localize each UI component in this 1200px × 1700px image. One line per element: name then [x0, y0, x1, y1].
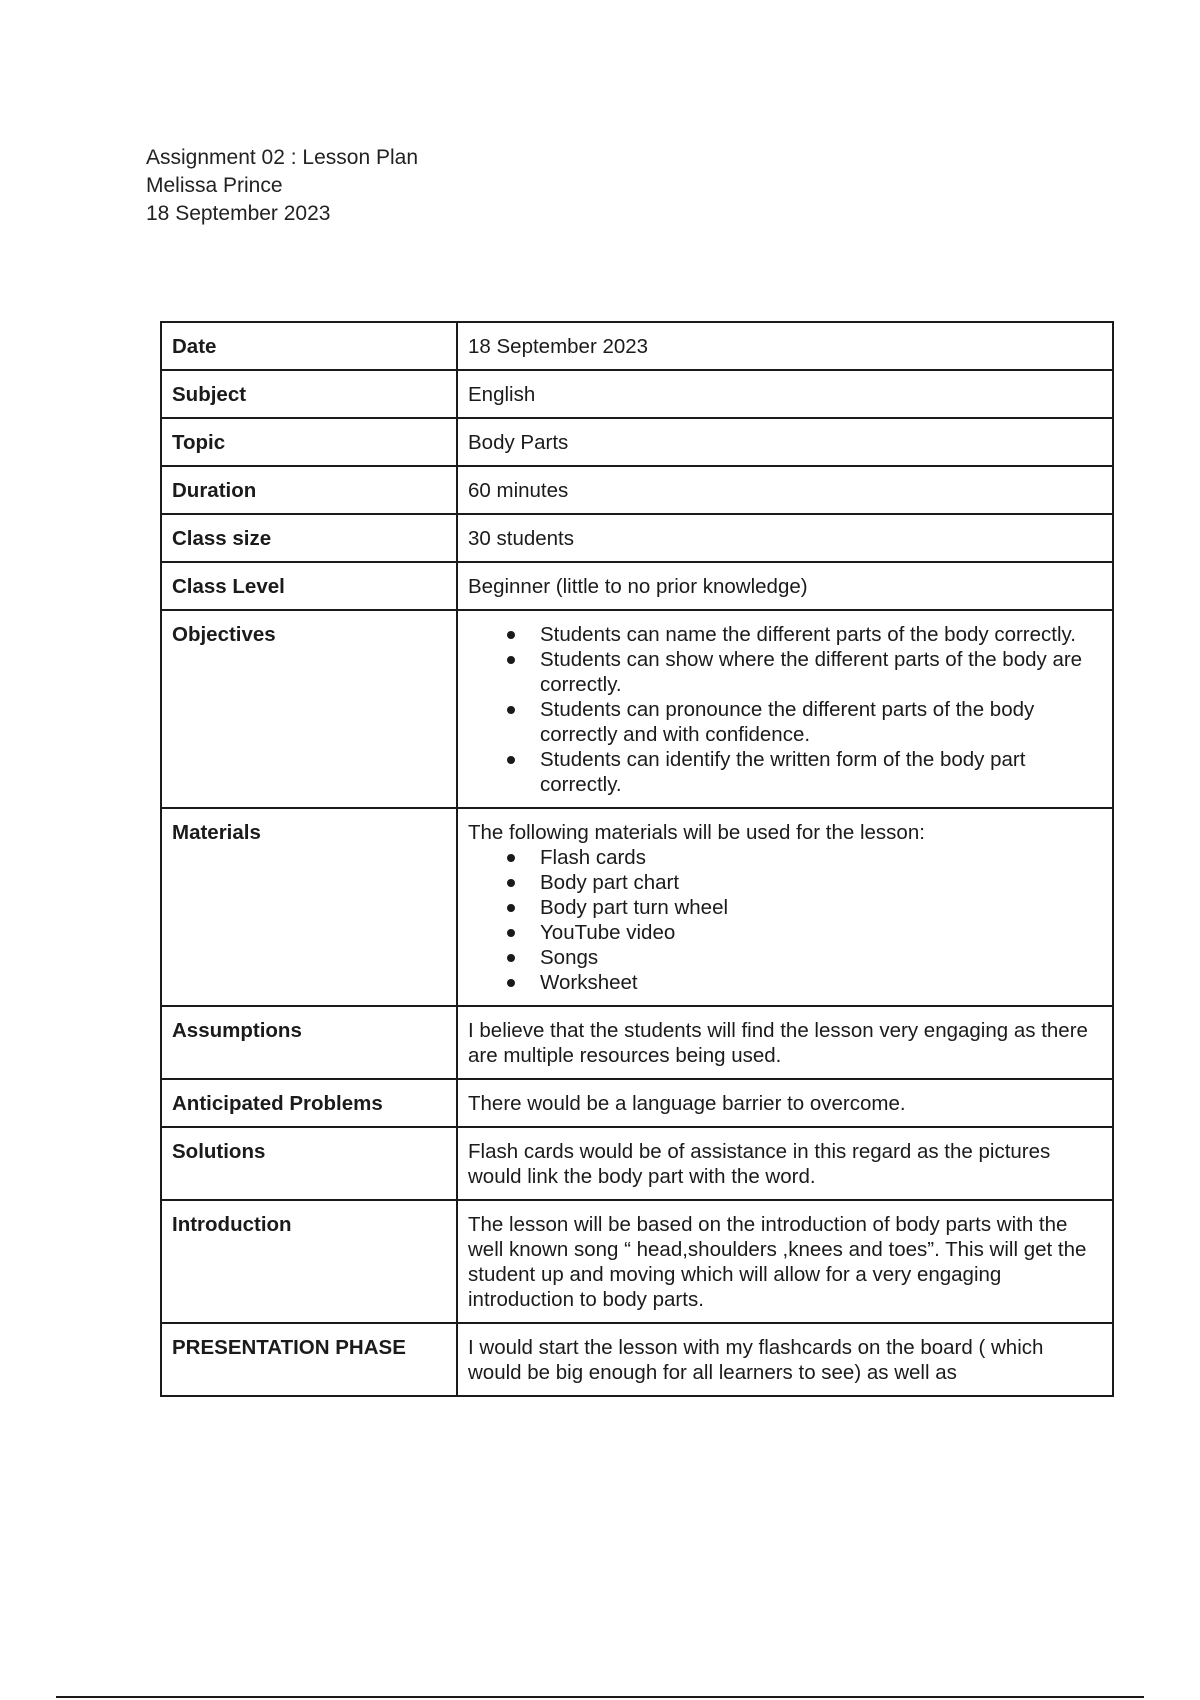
row-assumptions: [161, 1006, 1113, 1079]
row-subject: [161, 370, 1113, 418]
row-solutions: [161, 1127, 1113, 1200]
presentation-phase-label: PRESENTATION PHASE: [161, 1323, 457, 1396]
list-item: YouTube video: [540, 920, 1102, 945]
list-item: Students can show where the different parts of the body are correctly.: [540, 647, 1102, 697]
lesson-plan-table: [160, 321, 1114, 1397]
materials-label: Materials: [161, 808, 457, 1006]
topic-label: Topic: [161, 418, 457, 466]
row-objectives: [161, 610, 1113, 808]
row-introduction: [161, 1200, 1113, 1323]
row-class-level: [161, 562, 1113, 610]
page-bottom-rule: [56, 1696, 1144, 1698]
list-item: Body part chart: [540, 870, 1102, 895]
list-item: Worksheet: [540, 970, 1102, 995]
materials-intro: The following materials will be used for the lesson:: [468, 821, 925, 844]
row-class-size: [161, 514, 1113, 562]
assumptions-label: Assumptions: [161, 1006, 457, 1079]
anticipated-problems-label: Anticipated Problems: [161, 1079, 457, 1127]
document-date: 18 September 2023: [146, 202, 331, 225]
introduction-value: The lesson will be based on the introduction of body parts with the well known song “ head,shoulders ,knees and toes”. This will get the student up and moving which will allow for a very engaging introduction to body parts.: [457, 1200, 1113, 1323]
assumptions-value: I believe that the students will find the lesson very engaging as there are multiple resources being used.: [457, 1006, 1113, 1079]
class-level-value: Beginner (little to no prior knowledge): [457, 562, 1113, 610]
list-item: Body part turn wheel: [540, 895, 1102, 920]
topic-value: Body Parts: [457, 418, 1113, 466]
list-item: Songs: [540, 945, 1102, 970]
row-duration: [161, 466, 1113, 514]
row-topic: [161, 418, 1113, 466]
duration-label: Duration: [161, 466, 457, 514]
list-item: Flash cards: [540, 845, 1102, 870]
anticipated-problems-value: There would be a language barrier to overcome.: [457, 1079, 1113, 1127]
introduction-label: Introduction: [161, 1200, 457, 1323]
row-presentation-phase: [161, 1323, 1113, 1396]
class-level-label: Class Level: [161, 562, 457, 610]
class-size-label: Class size: [161, 514, 457, 562]
objectives-value: [457, 610, 1113, 808]
row-date: [161, 322, 1113, 370]
materials-list: [468, 845, 1102, 995]
assignment-title: Assignment 02 : Lesson Plan: [146, 146, 418, 169]
list-item: Students can identify the written form of the body part correctly.: [540, 747, 1102, 797]
presentation-phase-value: I would start the lesson with my flashcards on the board ( which would be big enough for all learners to see) as well as: [457, 1323, 1113, 1396]
solutions-label: Solutions: [161, 1127, 457, 1200]
document-header: [146, 144, 418, 228]
subject-label: Subject: [161, 370, 457, 418]
objectives-list: [468, 622, 1102, 797]
row-anticipated-problems: [161, 1079, 1113, 1127]
date-label: Date: [161, 322, 457, 370]
objectives-label: Objectives: [161, 610, 457, 808]
author-name: Melissa Prince: [146, 174, 283, 197]
list-item: Students can name the different parts of the body correctly.: [540, 622, 1102, 647]
list-item: Students can pronounce the different parts of the body correctly and with confidence.: [540, 697, 1102, 747]
solutions-value: Flash cards would be of assistance in this regard as the pictures would link the body part with the word.: [457, 1127, 1113, 1200]
duration-value: 60 minutes: [457, 466, 1113, 514]
materials-value: [457, 808, 1113, 1006]
class-size-value: 30 students: [457, 514, 1113, 562]
subject-value: English: [457, 370, 1113, 418]
row-materials: [161, 808, 1113, 1006]
date-value: 18 September 2023: [457, 322, 1113, 370]
